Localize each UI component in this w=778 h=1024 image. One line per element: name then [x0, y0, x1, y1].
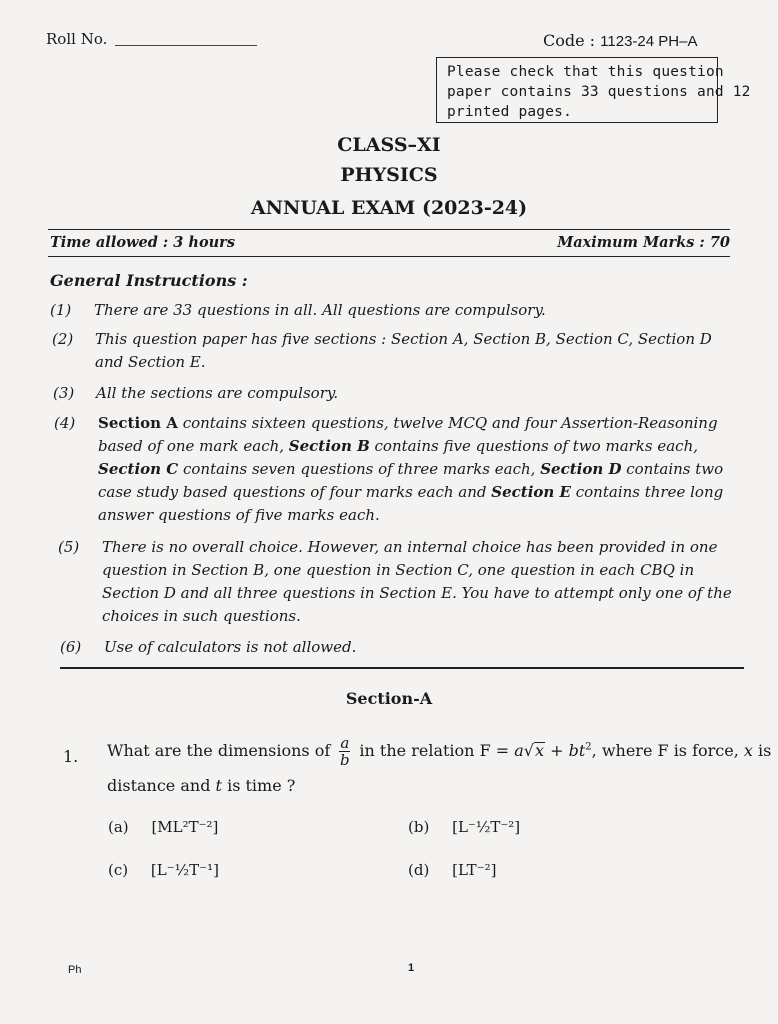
- instruction-text: There are 33 questions in all. All questions are compulsory.: [94, 301, 546, 319]
- option-a[interactable]: [108, 818, 218, 836]
- section-ref: Section C: [98, 460, 179, 478]
- instruction-number: (5): [58, 538, 80, 556]
- instruction-text: All the sections are compulsory.: [96, 384, 339, 402]
- code-label: Code :: [543, 31, 596, 50]
- instruction-item: [52, 328, 744, 376]
- variable-t: t: [215, 776, 222, 795]
- fraction-a-over-b: $\frac{a}{b}$: [340, 734, 350, 769]
- notice-line: printed pages.: [447, 104, 573, 120]
- option-value: [ML²T⁻²]: [151, 818, 219, 836]
- option-d[interactable]: [408, 861, 496, 879]
- class-title: CLASS–XI: [337, 134, 441, 156]
- footer-subject: Ph: [68, 964, 82, 976]
- section-title: Section-A: [345, 689, 433, 708]
- roll-number-field: [46, 30, 257, 48]
- variable-x: x: [743, 741, 753, 760]
- option-label: (a): [108, 818, 129, 836]
- exam-title: ANNUAL EXAM (2023-24): [250, 197, 528, 219]
- option-label: (c): [108, 861, 129, 879]
- question-text-line-2: distance and t is time ?: [107, 776, 296, 795]
- instruction-number: (3): [53, 384, 75, 402]
- notice-line: Please check that this question: [447, 64, 724, 80]
- section-ref: Section D: [540, 460, 622, 478]
- time-allowed: Time allowed : 3 hours: [50, 234, 235, 251]
- question-text-is: is: [758, 741, 772, 760]
- section-ref: Section E: [491, 483, 571, 501]
- page-check-notice: [436, 57, 751, 123]
- instructions-heading: General Instructions :: [50, 271, 248, 290]
- page-number: 1: [408, 962, 415, 974]
- section-ref: Section A: [98, 414, 178, 432]
- subject-title: PHYSICS: [340, 164, 438, 186]
- option-label: (b): [408, 818, 430, 836]
- instruction-number: (4): [54, 414, 76, 432]
- maximum-marks: Maximum Marks : 70: [557, 234, 730, 251]
- code-value: 1123-24 PH–A: [600, 33, 698, 50]
- notice-line: paper contains 33 questions and 12: [447, 84, 751, 100]
- paper-code: [543, 31, 697, 50]
- question-text-mid: in the relation: [359, 741, 475, 760]
- instruction-number: (1): [50, 301, 72, 319]
- option-value: [L⁻½T⁻²]: [452, 818, 521, 836]
- instruction-text: Use of calculators is not allowed.: [104, 638, 357, 656]
- instruction-number: (2): [52, 330, 74, 348]
- roll-label: Roll No.: [46, 30, 108, 48]
- instruction-text: There is no overall choice. However, an internal choice has been provided in one question in Section B, one question in Section C, one question in each CBQ in Section D and all three questions in Section E. You have to attempt only one of the choices in such questions.: [102, 538, 732, 625]
- divider: [48, 229, 730, 230]
- divider: [48, 256, 730, 257]
- question-text-start: What are the dimensions of: [107, 741, 331, 760]
- divider: [60, 667, 744, 669]
- instruction-item: [53, 382, 745, 406]
- option-value: [L⁻½T⁻¹]: [150, 861, 219, 879]
- option-label: (d): [408, 861, 430, 879]
- instruction-item: [50, 299, 742, 323]
- question-text-end: , where F is force,: [591, 741, 739, 760]
- relation-formula: $F = a√x + bt^2$: [479, 741, 592, 760]
- instruction-item: [54, 412, 746, 532]
- section-ref: Section B: [288, 437, 370, 455]
- question-text: [107, 735, 771, 768]
- option-value: [LT⁻²]: [452, 861, 497, 879]
- instruction-number: (6): [60, 638, 82, 656]
- instruction-text: This question paper has five sections : Section A, Section B, Section C, Section D and Section E.: [95, 330, 712, 371]
- option-b[interactable]: [408, 818, 520, 836]
- instruction-item: [58, 536, 746, 632]
- question-number: 1.: [63, 747, 79, 766]
- instruction-text: Section A contains sixteen questions, twelve MCQ and four Assertion-Reasoning based of one mark each, Section B contains five questions of two marks each, Section C contains seven questions of three marks each, Section D contains two case study based questions of four marks each and Section E contains three long answer questions of five marks each.: [98, 414, 724, 524]
- time-marks-row: [50, 234, 730, 251]
- roll-blank-line: [115, 45, 257, 46]
- instruction-item: [60, 636, 748, 660]
- option-c[interactable]: [108, 861, 219, 879]
